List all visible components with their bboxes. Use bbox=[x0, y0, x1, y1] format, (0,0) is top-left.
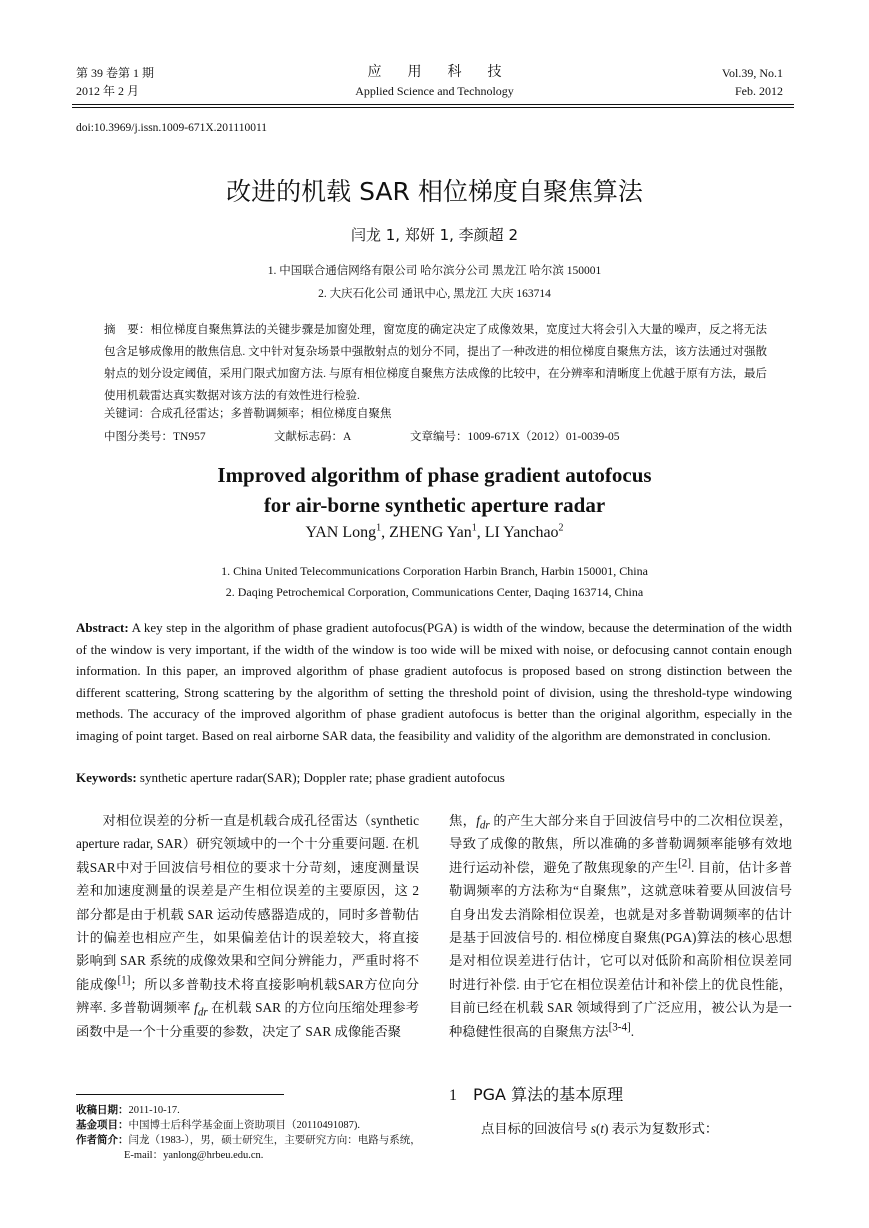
section-1-number: 1 bbox=[449, 1087, 457, 1104]
title-en bbox=[0, 460, 869, 520]
body-left-column bbox=[76, 809, 419, 1043]
author-en-1-sup: 1 bbox=[376, 522, 382, 534]
received-label: 收稿日期： bbox=[76, 1104, 129, 1116]
keywords-en bbox=[76, 770, 505, 786]
symbol-f-right: f bbox=[476, 813, 480, 828]
body-right-text-1: 焦， bbox=[449, 813, 477, 828]
footnote-author bbox=[76, 1133, 421, 1163]
footnote-received bbox=[76, 1103, 421, 1118]
clc-number bbox=[104, 428, 206, 444]
author-en-3-sup: 2 bbox=[558, 522, 564, 534]
header-volume-en bbox=[722, 64, 783, 100]
author-en-1: YAN Long bbox=[305, 524, 377, 541]
title-en-line-2: for air-borne synthetic aperture radar bbox=[263, 493, 606, 517]
abstract-en-text: A key step in the algorithm of phase gradient autofocus(PGA) is width of the window, because the determination of the width of the window is very important, if the width of the window is too wide will be mixed with noise, or defocusing cannot contain enough information. In this paper, an improved algorithm of phase gradient autofocus is proposed based on strong distinction between the different scattering, Strong scattering by the algorithm of setting the threshold point of division, using the threshold-type windowing methods. The accuracy of the improved algorithm of phase gradient autofocus is better than the original algorithm, especially in the imaging of point target. Based on real airborne SAR data, the feasibility and validity of the algorithm are demonstrated in conclusion. bbox=[76, 620, 792, 743]
header-volume-issue-en: Vol.39, No.1 bbox=[721, 66, 783, 80]
title-en-line-1: Improved algorithm of phase gradient autofocus bbox=[217, 463, 652, 487]
abstract-cn-label: 摘 要： bbox=[104, 322, 151, 336]
header-date-cn: 2012 年 2 月 bbox=[76, 84, 140, 98]
section-1-heading bbox=[449, 1082, 623, 1105]
footnote-fund bbox=[76, 1118, 421, 1133]
affiliation-cn-2: 2. 大庆石化公司 通讯中心, 黑龙江 大庆 163714 bbox=[318, 288, 551, 300]
author-value: 闫龙（1983-），男，硕士研究生，主要研究方向：电路与系统，E-mail：yanlong@hrbeu.edu.cn. bbox=[124, 1135, 421, 1161]
body-right-text-4: . bbox=[630, 1023, 635, 1039]
clc-value: TN957 bbox=[173, 431, 206, 443]
authors-cn: 闫龙 1, 郑妍 1, 李颜超 2 bbox=[350, 226, 518, 244]
clc-label: 中图分类号： bbox=[104, 429, 173, 443]
document-code bbox=[274, 428, 351, 444]
keywords-cn bbox=[104, 405, 392, 421]
abstract-en-label: Abstract: bbox=[76, 620, 129, 635]
keywords-en-text: synthetic aperture radar(SAR); Doppler rate; phase gradient autofocus bbox=[139, 770, 505, 785]
citation-2: [2] bbox=[678, 857, 692, 870]
author-en-2-sup: 1 bbox=[471, 522, 477, 534]
header-rule-bottom bbox=[72, 107, 794, 108]
fund-label: 基金项目： bbox=[76, 1119, 129, 1131]
header-volume-issue: 第 39 卷第 1 期 bbox=[76, 66, 155, 80]
symbol-t: t bbox=[600, 1121, 605, 1136]
symbol-dr-right: dr bbox=[479, 819, 490, 832]
citation-3-4: [3-4] bbox=[608, 1021, 631, 1034]
header-date-en: Feb. 2012 bbox=[735, 84, 783, 98]
abstract-cn-text: 相位梯度自聚焦算法的关键步骤是加窗处理，窗宽度的确定决定了成像效果，宽度过大将会引入大量的噪声，反之将无法包含足够成像用的散焦信息. 文中针对复杂场景中强散射点的划分不同，提出了一种改进的相位梯度自聚焦方法，该方法通过对强散射点的划分设定阈值，采用门限式加窗方法. 与原有相位梯度自聚焦方法成像的比较中，在分辨率和清晰度上优越于原有方法，最后使用机载雷达真实数据对该方法的有效性进行检验. bbox=[104, 324, 768, 402]
received-value: 2011-10-17. bbox=[128, 1105, 180, 1116]
body-right-column bbox=[449, 809, 792, 1043]
doi: doi:10.3969/j.issn.1009-671X.201110011 bbox=[76, 122, 268, 134]
doc-label: 文献标志码： bbox=[274, 429, 343, 443]
section-1-text-a: 点目标的回波信号 bbox=[481, 1121, 591, 1136]
keywords-cn-label: 关键词： bbox=[104, 406, 150, 420]
body-left-text-2: ；所以多普勒技术将直接影响机载SAR方位向分辨率. 多普勒调频率 bbox=[76, 976, 419, 1016]
affiliation-en-2: 2. Daqing Petrochemical Corporation, Communications Center, Daqing 163714, China bbox=[225, 585, 644, 599]
art-value: 1009-671X（2012）01-0039-05 bbox=[467, 431, 620, 443]
abstract-cn bbox=[104, 318, 767, 407]
footnote-rule bbox=[76, 1094, 284, 1095]
abstract-en bbox=[76, 617, 792, 747]
symbol-s: s bbox=[590, 1121, 596, 1136]
body-right-text-3: . 目前，估计多普勒调频率的方法称为“自聚焦”，这就意味着要从回波信号自身出发去消除相位误差，也就是对多普勒调频率的估计是基于回波信号的. 相位梯度自聚焦(PGA)算法的核心思想是对相位误差进行估计，它可以对低阶和高阶相位误差同时进行补偿. 由于它在相位误差估计和补偿上的优良性能，目前已经在机载 SAR 领域得到了广泛应用，被公认为是一种稳健性很高的自聚焦方法 bbox=[449, 859, 792, 1039]
title-cn: 改进的机载 SAR 相位梯度自聚焦算法 bbox=[226, 177, 643, 206]
section-1-text-b: 表示为复数形式： bbox=[608, 1121, 719, 1136]
body-left-text-3: 在机载 SAR 的方位向压缩处理参考函数中是一个十分重要的参数，决定了 SAR 成像能否聚 bbox=[76, 1000, 419, 1039]
authors-en: YAN Long$^1$, ZHENG Yan$^1$, LI Yanchao$^2$ bbox=[305, 522, 564, 541]
header-rule-top bbox=[72, 104, 794, 105]
section-1-title: PGA 算法的基本原理 bbox=[473, 1085, 624, 1104]
doc-value: A bbox=[343, 431, 352, 443]
keywords-en-label: Keywords: bbox=[76, 770, 137, 785]
keywords-cn-text: 合成孔径雷达；多普勒调频率；相位梯度自聚焦 bbox=[150, 408, 392, 420]
footnotes bbox=[76, 1103, 421, 1163]
body-left-text-1: 对相位误差的分析一直是机载合成孔径雷达（synthetic aperture radar, SAR）研究领域中的一个十分重要问题. 在机载SAR中对于回波信号相位的要求十分苛刻，速度测量误差和加速度测量的误差是产生相位误差的主要原因，这 2 部分都是由于机载 SAR 运动传感器造成的，同时多普勒估计的偏差也相应产生，如果偏差估计的误差较大，将直接影响到 SAR 系统的成像效果和空间分辨能力，严重时将不能成像 bbox=[76, 813, 419, 992]
body-right-text-2: 的产生大部分来自于回波信号中的二次相位误差，导致了成像的散焦，所以准确的多普勒调频率能够有效地进行运动补偿，避免了散焦现象的产生 bbox=[449, 813, 793, 875]
journal-name-cn: 应用科技 bbox=[367, 65, 528, 80]
article-number bbox=[410, 428, 620, 444]
author-label: 作者简介： bbox=[76, 1134, 129, 1146]
symbol-f: f bbox=[194, 1000, 198, 1016]
affiliation-en-1: 1. China United Telecommunications Corporation Harbin Branch, Harbin 150001, China bbox=[221, 564, 648, 578]
author-en-3: LI Yanchao bbox=[484, 524, 559, 541]
art-label: 文章编号： bbox=[410, 429, 468, 443]
citation-1: [1] bbox=[117, 974, 131, 987]
section-1-text: 点目标的回波信号 s(t) 表示为复数形式： bbox=[481, 1121, 719, 1136]
journal-name-en: Applied Science and Technology bbox=[355, 84, 514, 98]
author-en-2: ZHENG Yan bbox=[389, 524, 472, 541]
symbol-dr: dr bbox=[197, 1006, 208, 1019]
fund-value: 中国博士后科学基金面上资助项目（20110491087). bbox=[128, 1120, 360, 1131]
affiliation-cn-1: 1. 中国联合通信网络有限公司 哈尔滨分公司 黑龙江 哈尔滨 150001 bbox=[267, 265, 602, 277]
